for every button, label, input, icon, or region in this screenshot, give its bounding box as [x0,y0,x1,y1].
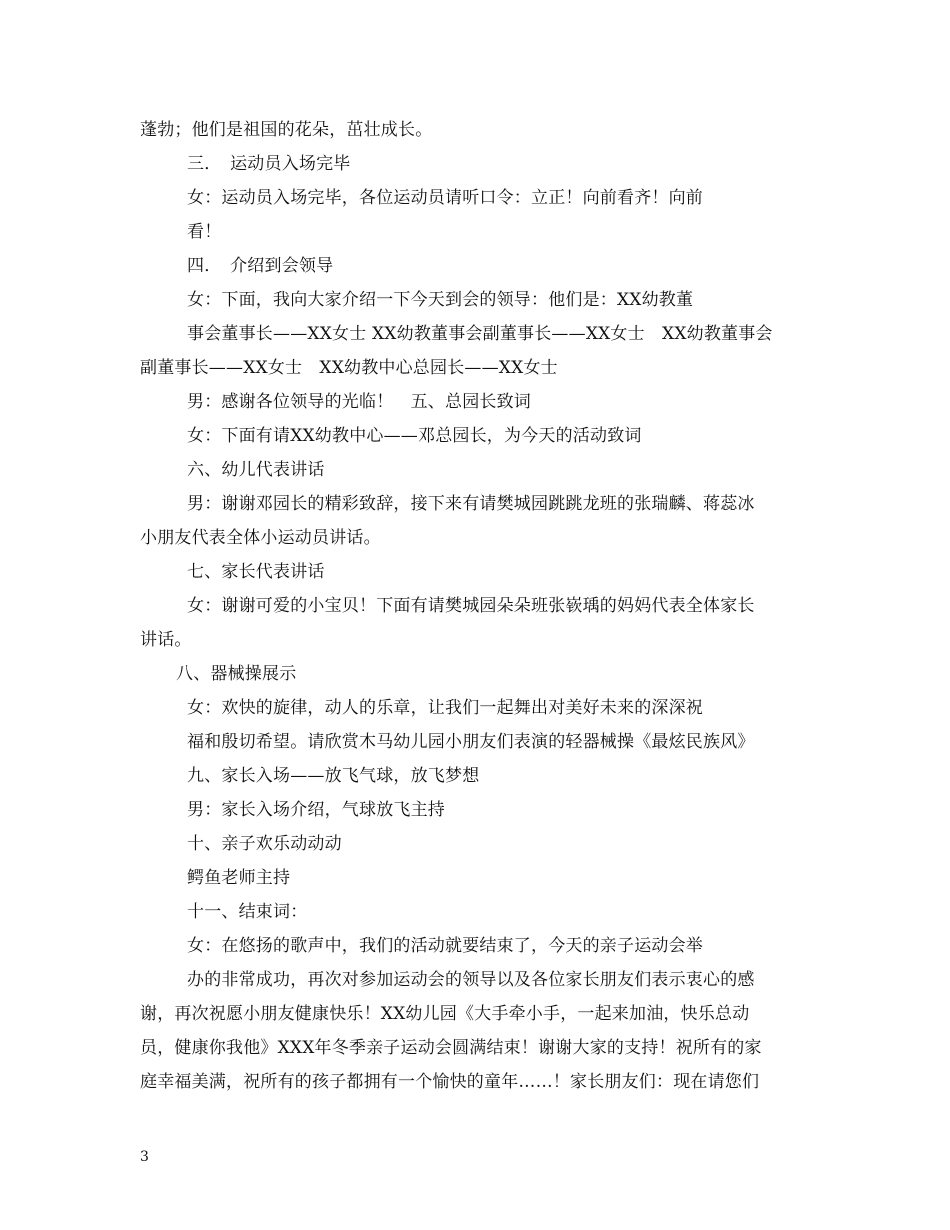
text-line: 女：运动员入场完毕，各位运动员请听口令：立正！向前看齐！向前 [187,188,703,208]
text-line: 男：家长入场介绍，气球放飞主持 [187,800,445,820]
section-heading: 八、器械操展示 [176,664,297,684]
section-heading: 七、家长代表讲话 [187,562,325,582]
text-line: 女：欢快的旋律，动人的乐章，让我们一起舞出对美好未来的深深祝 [187,698,703,718]
text-line: 女：谢谢可爱的小宝贝！下面有请樊城园朵朵班张嵚瑀的妈妈代表全体家长 [187,596,755,616]
text-line: 庭幸福美满，祝所有的孩子都拥有一个愉快的童年……！家长朋友们：现在请您们 [140,1072,760,1092]
text-line: 办的非常成功，再次对参加运动会的领导以及各位家长朋友们表示衷心的感 [187,970,755,990]
text-line: 女：下面，我向大家介绍一下今天到会的领导：他们是：XX幼教董 [187,290,694,310]
text-line: 小朋友代表全体小运动员讲话。 [140,528,381,548]
text-line: 讲话。 [140,630,192,650]
text-line: 女：下面有请XX幼教中心——邓总园长，为今天的活动致词 [187,426,642,446]
text-line: 蓬勃；他们是祖国的花朵，茁壮成长。 [140,120,433,140]
section-heading: 四． 介绍到会领导 [187,256,334,276]
text-line: 员，健康你我他》XXX年冬季亲子运动会圆满结束！谢谢大家的支持！祝所有的家 [140,1038,762,1058]
section-heading: 三． 运动员入场完毕 [187,154,351,174]
page-number: 3 [140,1149,149,1165]
section-heading: 六、幼儿代表讲话 [187,460,325,480]
text-line: 鳄鱼老师主持 [187,868,291,888]
text-line: 福和殷切希望。请欣赏木马幼儿园小朋友们表演的轻器械操《最炫民族风》 [187,732,755,752]
text-line: 谢，再次祝愿小朋友健康快乐！XX幼儿园《大手牵小手，一起来加油，快乐总动 [140,1004,750,1024]
section-heading: 十、亲子欢乐动动动 [187,834,342,854]
text-line: 男：谢谢邓园长的精彩致辞，接下来有请樊城园跳跳龙班的张瑞麟、蒋蕊冰 [187,494,755,514]
text-line: 看！ [187,222,222,242]
text-line: 事会董事长——XX女士 XX幼教董事会副董事长——XX女士 XX幼教董事会 [187,324,773,344]
text-line: 男：感谢各位领导的光临！ 五、总园长致词 [187,392,531,412]
text-line: 女：在悠扬的歌声中，我们的活动就要结束了，今天的亲子运动会举 [187,936,703,956]
text-line: 副董事长——XX女士 XX幼教中心总园长——XX女士 [140,358,558,378]
section-heading: 九、家长入场——放飞气球，放飞梦想 [187,766,480,786]
section-heading: 十一、结束词： [187,902,308,922]
